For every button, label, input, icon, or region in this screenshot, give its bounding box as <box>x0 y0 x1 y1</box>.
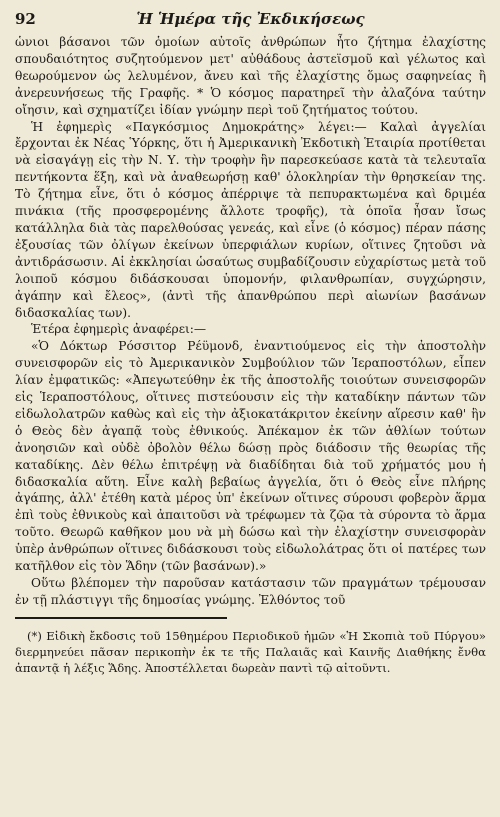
paragraph-conclusion: Οὕτω βλέπομεν τὴν παροῦσαν κατάστασιν τῶν πραγμάτων τρέμουσαν ἐν τῇ πλάστιγγι τῆς δημοσίας γνώμης. Ἐλθόντος τοῦ <box>15 576 486 607</box>
paragraph-newspaper-quote: Ἡ ἐφημερὶς «Παγκόσμιος Δημοκράτης» λέγει:— Καλαὶ ἀγγελίαι ἔρχονται ἐκ Νέας Ὑόρκης, ὅτι ἡ Ἀμερικανικὴ Ἐκδοτικὴ Ἑταιρία προτίθεται νὰ εἰσαγάγῃ εἰς τὴν Ν. Υ. τὴν τροφὴν ἣν παρεσκεύασε κατὰ τὰ τελευταῖα πεντήκοντα ἕξη, καὶ νὰ ἀναθεωρήσῃ καθ' ὁλοκληρίαν τὴν θρησκείαν της. Τὸ ζήτημα εἶνε, ὅτι ὁ κόσμος ἀπέρριψε τὰ πεπυρακτωμένα καὶ δριμέα πινάκια (τῆς προσφερομένης ἄλλοτε τροφῆς), τὰ ὁποῖα ἦσαν ἴσως κατάλληλα διὰ τὰς παρελθούσας γενεάς, καὶ εἶνε (ὁ κόσμος) πέραν πάσης ἐξουσίας τῶν ὀλίγων ἐκείνων ὑπερφιάλων κυρίων, οἵτινες ζητοῦσι νὰ ἀντιδράσωσιν. Αἱ ἐκκλησίαι ὡσαύτως συμβαδίζουσιν εὐχαρίστως μετὰ τοῦ λοιποῦ κόσμου διδάσκουσαι ὑπομονήν, φιλανθρωπίαν, συγχώρησιν, ἀγάπην καὶ ἔλεος», (ἀντὶ τῆς ἀπανθρώπου περὶ αἰωνίων βασάνων διδασκαλίας των). <box>15 119 486 320</box>
body-text <box>15 34 486 609</box>
paragraph-other-newspaper: Ἑτέρα ἐφημερὶς ἀναφέρει:— <box>31 322 207 337</box>
paragraph-doctor-quote: «Ὁ Δόκτωρ Ρόσσιτορ Ρέϋμονδ, ἐναντιούμενος εἰς τὴν ἀποστολὴν συνεισφορῶν εἰς τὸ Ἀμερικανικὸν Συμβούλιον τῶν Ἱεραποστόλων, εἶπεν λίαν ἐμφατικῶς: «Ἀπεγωτεύθην ἐκ τῆς ἀποστολῆς τοιούτων συνεισφορῶν εἰς Ἱεραποστόλους, οἵτινες πιστεύουσιν εἰς τὴν καταδίκην πάντων τῶν εἰδωλολατρῶν καθὼς καὶ εἰς τὴν ἀξιοκατάκριτον ἐκείνην αἵρεσιν καθ' ἣν ὁ Θεὸς δὲν ἀγαπᾷ τοὺς ἐθνικούς. Ἀπέκαμον ἐκ τῶν ἀθλίων τούτων ἀνοησιῶν καὶ οὐδὲ ὀβολὸν θέλω δώσῃ πρὸς διάδοσιν τῆς θεωρίας τῆς καταδίκης. Δὲν θέλω ἐπιτρέψῃ νὰ διαδίδηται διὰ τοῦ χρήματός μου ἡ διδασκαλία αὕτη. Εἶνε καλὴ βεβαίως ἀγγελία, ὅτι ὁ Θεὸς εἶνε πλήρης ἀγάπης, ἀλλ' ἐτέθη κατὰ μέρος ὑπ' ἐκείνων οἵτινες σύρουσι φοβερὸν ἅρμα ἐπὶ τοὺς ἐθνικοὺς καὶ ἀπαιτοῦσι νὰ τρέφωμεν τὰ ζῷα τὰ σύροντα τὸ ἅρμα τοῦτο. Θεωρῶ καθῆκον μου νὰ μὴ δώσω καὶ τὴν ἐλαχίστην συνεισφορὰν ὑπὲρ ἀνθρώπων οἵτινες διδάσκουσι τοὺς εἰδωλολάτρας ὅτι οἱ πατέρες των κατῆλθον εἰς τὸν Ἅδην (τῶν βασάνων).» <box>15 339 486 574</box>
page-number: 92 <box>15 10 36 28</box>
footnote-divider <box>15 617 227 619</box>
running-title: Ἡ Ἡμέρα τῆς Ἐκδικήσεως <box>136 10 365 28</box>
footnote: (*) Εἰδικὴ ἔκδοσις τοῦ 15θημέρου Περιοδικοῦ ἡμῶν «Ἡ Σκοπιὰ τοῦ Πύργου» διερμηνεύει πᾶσαν περικοπὴν ἐκ τε τῆς Παλαιᾶς καὶ Καινῆς Διαθήκης ἔνθα ἀπαντᾷ ἡ λέξις Ἅδης. Ἀποστέλλεται δωρεὰν παντὶ τῷ αἰτοῦντι. <box>15 628 486 676</box>
running-head <box>15 8 486 34</box>
paragraph-continuation: ὡνιοι βάσανοι τῶν ὁμοίων αὐτοῖς ἀνθρώπων ἦτο ζήτημα ἐλαχίστης σπουδαιότητος συζητούμενον μετ' αὐθάδους ἀστεϊσμοῦ καὶ γέλωτος καὶ θεωρούμενον ὡς λελυμένον, ἄνευ καὶ τῆς ἐλαχίστης ὅμως σαφηνείας ἢ ἀνερευνήσεως τῆς Γραφῆς. * Ὁ κόσμος παρατηρεῖ τὴν ἀλαζόνα ταύτην οἴησιν, καὶ σχηματίζει ἰδίαν γνώμην περὶ τοῦ ζητήματος τούτου. <box>15 35 486 117</box>
